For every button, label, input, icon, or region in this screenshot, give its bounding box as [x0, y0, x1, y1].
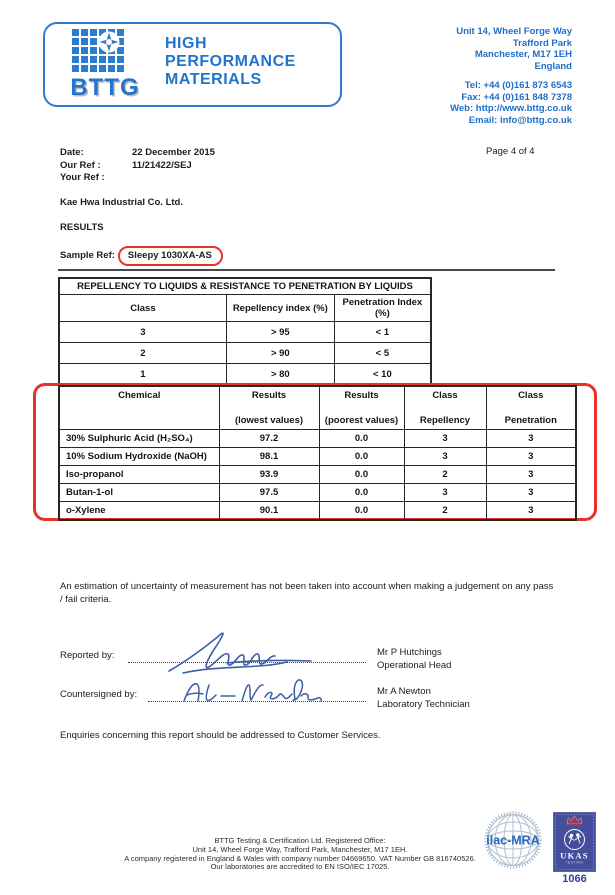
ilac-mra-text: ilac-MRA	[486, 833, 540, 848]
table-row: 30% Sulphuric Acid (H₂SO₄) 97.2 0.0 3 3	[59, 430, 576, 448]
footer-line: Our laboratories are accredited to EN ISO/IEC 17025.	[210, 862, 390, 872]
our-ref-value: 11/21422/SEJ	[132, 159, 192, 171]
table-row: 3 > 95 < 1	[59, 322, 431, 343]
table-row: Butan-1-ol 97.5 0.0 3 3	[59, 484, 576, 502]
sample-ref-label: Sample Ref:	[60, 250, 115, 261]
sample-ref-value-highlight: Sleepy 1030XA-AS	[118, 246, 223, 266]
countersigned-by-label: Countersigned by:	[60, 689, 138, 700]
section-divider	[58, 269, 555, 271]
table-row: 2 > 90 < 5	[59, 343, 431, 364]
tagline-line: HIGH	[165, 35, 207, 52]
contact-line: Tel: +44 (0)161 873 6543	[464, 80, 572, 91]
footer-line: BTTG Testing & Certification Ltd. Registered Office:	[214, 836, 386, 845]
ukas-text: UKAS	[560, 850, 589, 861]
signatory-name: Mr P Hutchings	[377, 647, 442, 658]
section-title: RESULTS	[60, 222, 104, 233]
date-row: Date: 22 December 2015	[60, 147, 215, 158]
tagline-line: MATERIALS	[165, 71, 262, 88]
signatory-name: Mr A Newton	[377, 686, 431, 697]
bttg-logo-box	[43, 22, 342, 107]
contact-line: Fax: +44 (0)161 848 7378	[461, 91, 572, 103]
footer-line: Unit 14, Wheel Forge Way, Trafford Park, Manchester, M17 1EH.	[192, 844, 408, 854]
table-row: Iso-propanol 93.9 0.0 2 3	[59, 466, 576, 484]
column-header: Penetration Index (%)	[334, 295, 431, 322]
hutchings-signature	[165, 626, 315, 674]
ilac-mra-logo	[483, 810, 543, 870]
reported-by-label: Reported by:	[60, 650, 115, 661]
ukas-logo	[553, 812, 596, 872]
column-header: Results (poorest values)	[319, 386, 404, 430]
date-value: 22 December 2015	[132, 147, 215, 158]
ukas-accreditation-number: 1066	[562, 873, 587, 885]
tagline	[165, 35, 296, 89]
footer-line: A company registered in England & Wales with company number 04669650. VAT Number GB 816740526.	[124, 853, 476, 863]
column-header: Chemical	[59, 386, 219, 430]
address-line: England	[534, 60, 572, 72]
column-header: Class Penetration	[486, 386, 576, 430]
table-row: 10% Sodium Hydroxide (NaOH) 98.1 0.0 3 3	[59, 448, 576, 466]
bttg-wordmark: BTTG	[70, 74, 140, 101]
classification-table	[58, 277, 432, 386]
classification-table-title: REPELLENCY TO LIQUIDS & RESISTANCE TO PENETRATION BY LIQUIDS	[59, 278, 431, 295]
bttg-grid-icon	[72, 29, 126, 75]
table-row: 1 > 80 < 10	[59, 364, 431, 386]
your-ref-row: Your Ref :	[60, 172, 105, 183]
contact-block	[340, 80, 572, 126]
address-line: Manchester, M17 1EH	[474, 49, 572, 60]
tagline-line: PERFORMANCE	[165, 53, 296, 70]
column-header: Class Repellency	[404, 386, 486, 430]
countersigned-by-signatory	[377, 685, 470, 711]
contact-line: Web: http://www.bttg.co.uk	[450, 103, 572, 114]
address-line: Unit 14, Wheel Forge Way	[456, 26, 572, 37]
contact-line: Email: info@bttg.co.uk	[468, 114, 572, 126]
uncertainty-note: An estimation of uncertainty of measurement has not been taken into account when making a judgement on any pass / fail criteria.	[60, 581, 554, 605]
sample-ref-row	[60, 246, 223, 266]
reference-block	[60, 147, 215, 185]
table-row: o-Xylene 90.1 0.0 2 3	[59, 502, 576, 521]
address-line: Trafford Park	[512, 37, 572, 49]
signatory-title: Operational Head	[377, 660, 452, 671]
ukas-subtext: TESTING	[565, 860, 584, 865]
page-number: Page 4 of 4	[486, 146, 535, 157]
column-header: Class	[59, 295, 226, 322]
results-table	[58, 385, 577, 521]
our-ref-row: Our Ref : 11/21422/SEJ	[60, 159, 192, 171]
column-header: Results (lowest values)	[219, 386, 319, 430]
company-address	[340, 26, 572, 126]
reported-by-signatory	[377, 646, 451, 672]
enquiries-note: Enquiries concerning this report should be addressed to Customer Services.	[60, 730, 381, 741]
registered-office-footer	[85, 837, 515, 872]
column-header: Repellency index (%)	[226, 295, 334, 322]
newton-signature	[178, 674, 323, 716]
customer-name: Kae Hwa Industrial Co. Ltd.	[60, 197, 183, 208]
signatory-title: Laboratory Technician	[377, 699, 470, 710]
